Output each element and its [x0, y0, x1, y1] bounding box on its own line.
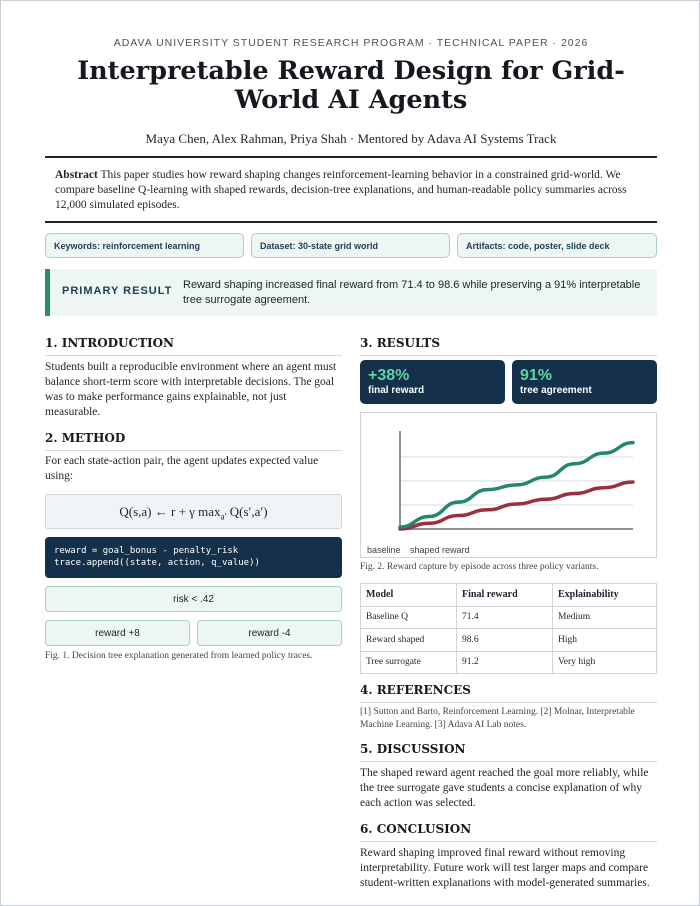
table-cell: Reward shaped — [361, 629, 457, 652]
table-cell: Baseline Q — [361, 606, 457, 629]
table-cell: 71.4 — [457, 606, 553, 629]
code-line: trace.append((state, action, q_value)) — [54, 558, 260, 568]
table-header: Model — [361, 584, 457, 607]
paper-title: Interpretable Reward Design for Grid-World AI Agents — [77, 56, 625, 115]
abstract-label: Abstract — [55, 169, 98, 181]
stat-label: tree agreement — [520, 385, 592, 396]
method-text: For each state-action pair, the agent updates expected value using: — [45, 455, 319, 482]
table-header-row — [361, 584, 657, 607]
figure-1-caption: Fig. 1. Decision tree explanation generated from learned policy traces. — [45, 651, 313, 661]
code-block — [45, 537, 342, 578]
artifacts-chip: Artifacts: code, poster, slide deck — [457, 233, 657, 258]
intro-heading: 1. INTRODUCTION — [45, 336, 342, 356]
author-line: Maya Chen, Alex Rahman, Priya Shah · Mentored by Adava AI Systems Track — [145, 131, 557, 146]
tree-left-node: reward +8 — [45, 620, 190, 646]
results-heading: 3. RESULTS — [360, 336, 657, 356]
equation-main: Q(s,a) ← r + γ max — [119, 504, 221, 519]
abstract-box — [45, 156, 657, 223]
series-line-shaped-reward — [400, 443, 633, 527]
stat-value: +38% — [368, 367, 410, 384]
program-line: ADAVA UNIVERSITY STUDENT RESEARCH PROGRAM · TECHNICAL PAPER · 2026 — [113, 37, 589, 49]
references-heading: 4. REFERENCES — [360, 683, 657, 703]
legend-shaped: shaped reward — [410, 545, 470, 555]
table-header: Final reward — [457, 584, 553, 607]
tree-root-node: risk < .42 — [45, 586, 342, 612]
stat-card-reward — [360, 360, 505, 404]
equation-tail: Q(s′,a′) — [226, 504, 268, 519]
conclusion-heading: 6. CONCLUSION — [360, 822, 657, 842]
primary-result-text: Reward shaping increased final reward from 71.4 to 98.6 while preserving a 91% interpretable tree surrogate agreement. — [183, 279, 641, 306]
results-table — [360, 583, 657, 674]
table-cell: 98.6 — [457, 629, 553, 652]
abstract-text: This paper studies how reward shaping changes reinforcement-learning behavior in a constrained grid-world. We compare baseline Q-learning with shaped rewards, decision-tree explanations, and human-readable policy summaries across 12,000 simulated episodes. — [55, 169, 627, 211]
legend-baseline: baseline — [367, 545, 401, 555]
method-heading: 2. METHOD — [45, 431, 342, 451]
figure-2-caption: Fig. 2. Reward capture by episode across three policy variants. — [360, 562, 599, 572]
stat-card-agreement — [512, 360, 657, 404]
table-cell: 91.2 — [457, 651, 553, 674]
update-equation — [45, 494, 342, 529]
table-cell: Very high — [553, 651, 657, 674]
keyword-chip: Keywords: reinforcement learning — [45, 233, 244, 258]
reward-chart — [360, 412, 657, 558]
table-cell: High — [553, 629, 657, 652]
tree-right-node: reward -4 — [197, 620, 342, 646]
primary-result-label: PRIMARY RESULT — [62, 285, 173, 297]
dataset-chip: Dataset: 30-state grid world — [251, 233, 450, 258]
intro-text: Students built a reproducible environment where an agent must balance short-term score with interpretable decisions. The goal was to make performance gains explainable, not just measurable. — [45, 361, 337, 418]
references-text: [1] Sutton and Barto, Reinforcement Learning. [2] Molnar, Interpretable Machine Learning. [3] Adava AI Lab notes. — [360, 707, 635, 730]
discussion-heading: 5. DISCUSSION — [360, 742, 657, 762]
code-line: reward = goal_bonus - penalty_risk — [54, 546, 239, 556]
discussion-text: The shaped reward agent reached the goal more reliably, while the tree surrogate gave students a concise explanation of why each action was selected. — [360, 767, 649, 809]
conclusion-text: Reward shaping improved final reward without removing interpretability. Future work will test larger maps and compare student-written explanations with model-generated summaries. — [360, 847, 650, 889]
stat-label: final reward — [368, 385, 425, 396]
table-row — [361, 629, 657, 652]
table-cell: Tree surrogate — [361, 651, 457, 674]
stat-value: 91% — [520, 367, 553, 384]
table-cell: Medium — [553, 606, 657, 629]
table-header: Explainability — [553, 584, 657, 607]
equation-subscript: a′ — [220, 511, 227, 522]
primary-result-callout — [45, 269, 657, 316]
table-row — [361, 606, 657, 629]
table-row — [361, 651, 657, 674]
reward-chart-svg — [361, 413, 658, 559]
